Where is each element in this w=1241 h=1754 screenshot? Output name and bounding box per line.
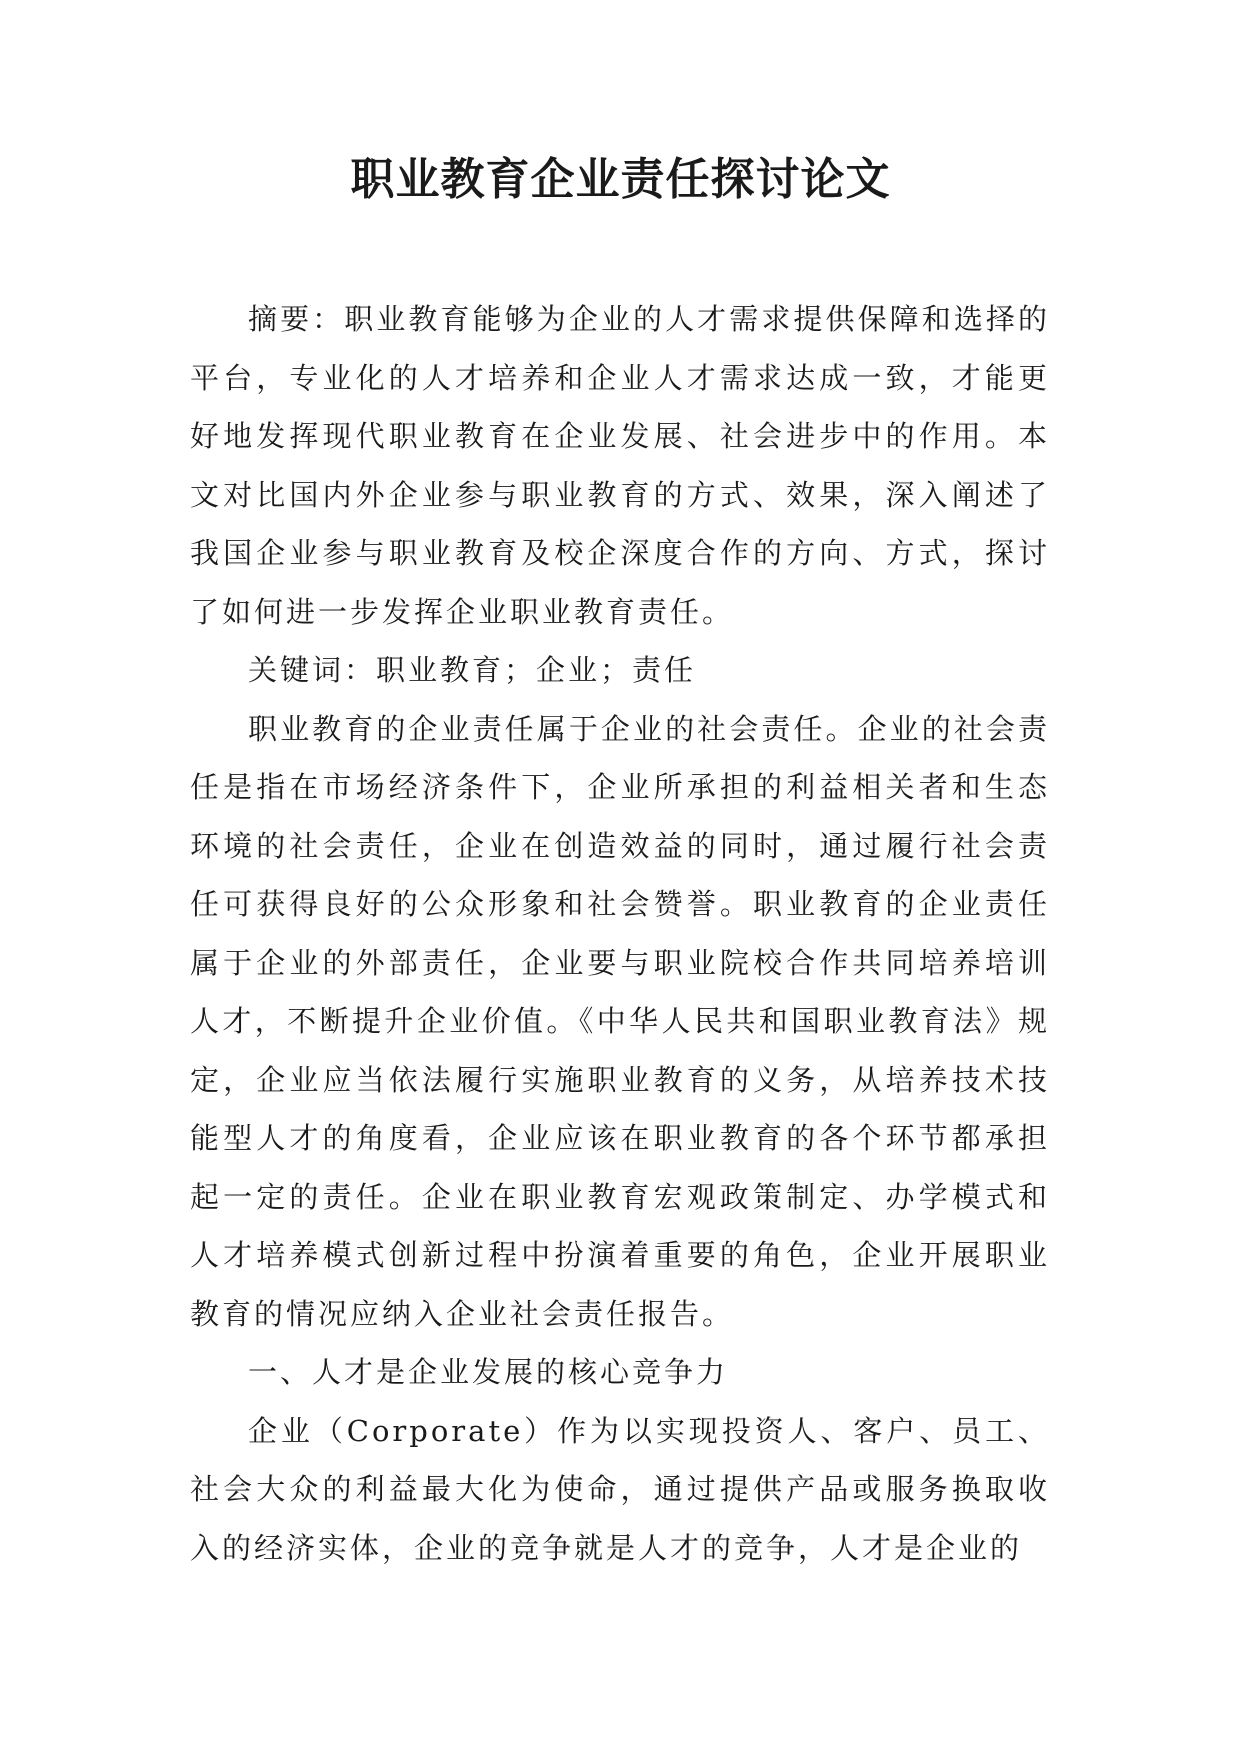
document-body <box>190 290 1050 1577</box>
section-heading: 一、人才是企业发展的核心竞争力 <box>248 1355 729 1389</box>
body-paragraph: 企业（Corporate）作为以实现投资人、客户、员工、社会大众的利益最大化为使命，通过提供产品或服务换取收入的经济实体，企业的竞争就是人才的竞争，人才是企业的 <box>190 1413 1050 1565</box>
keywords-paragraph: 关键词：职业教育；企业；责任 <box>248 653 697 687</box>
document-title: 职业教育企业责任探讨论文 <box>350 154 891 205</box>
abstract-paragraph: 摘要：职业教育能够为企业的人才需求提供保障和选择的平台，专业化的人才培养和企业人才需求达成一致，才能更好地发挥现代职业教育在企业发展、社会进步中的作用。本文对比国内外企业参与职业教育的方式、效果，深入阐述了我国企业参与职业教育及校企深度合作的方向、方式，探讨了如何进一步发挥企业职业教育责任。 <box>190 302 1050 629</box>
body-paragraph: 职业教育的企业责任属于企业的社会责任。企业的社会责任是指在市场经济条件下，企业所承担的利益相关者和生态环境的社会责任，企业在创造效益的同时，通过履行社会责任可获得良好的公众形象和社会赞誉。职业教育的企业责任属于企业的外部责任，企业要与职业院校合作共同培养培训人才，不断提升企业价值。《中华人民共和国职业教育法》规定，企业应当依法履行实施职业教育的义务，从培养技术技能型人才的角度看，企业应该在职业教育的各个环节都承担起一定的责任。企业在职业教育宏观政策制定、办学模式和人才培养模式创新过程中扮演着重要的角色，企业开展职业教育的情况应纳入企业社会责任报告。 <box>190 711 1050 1331</box>
